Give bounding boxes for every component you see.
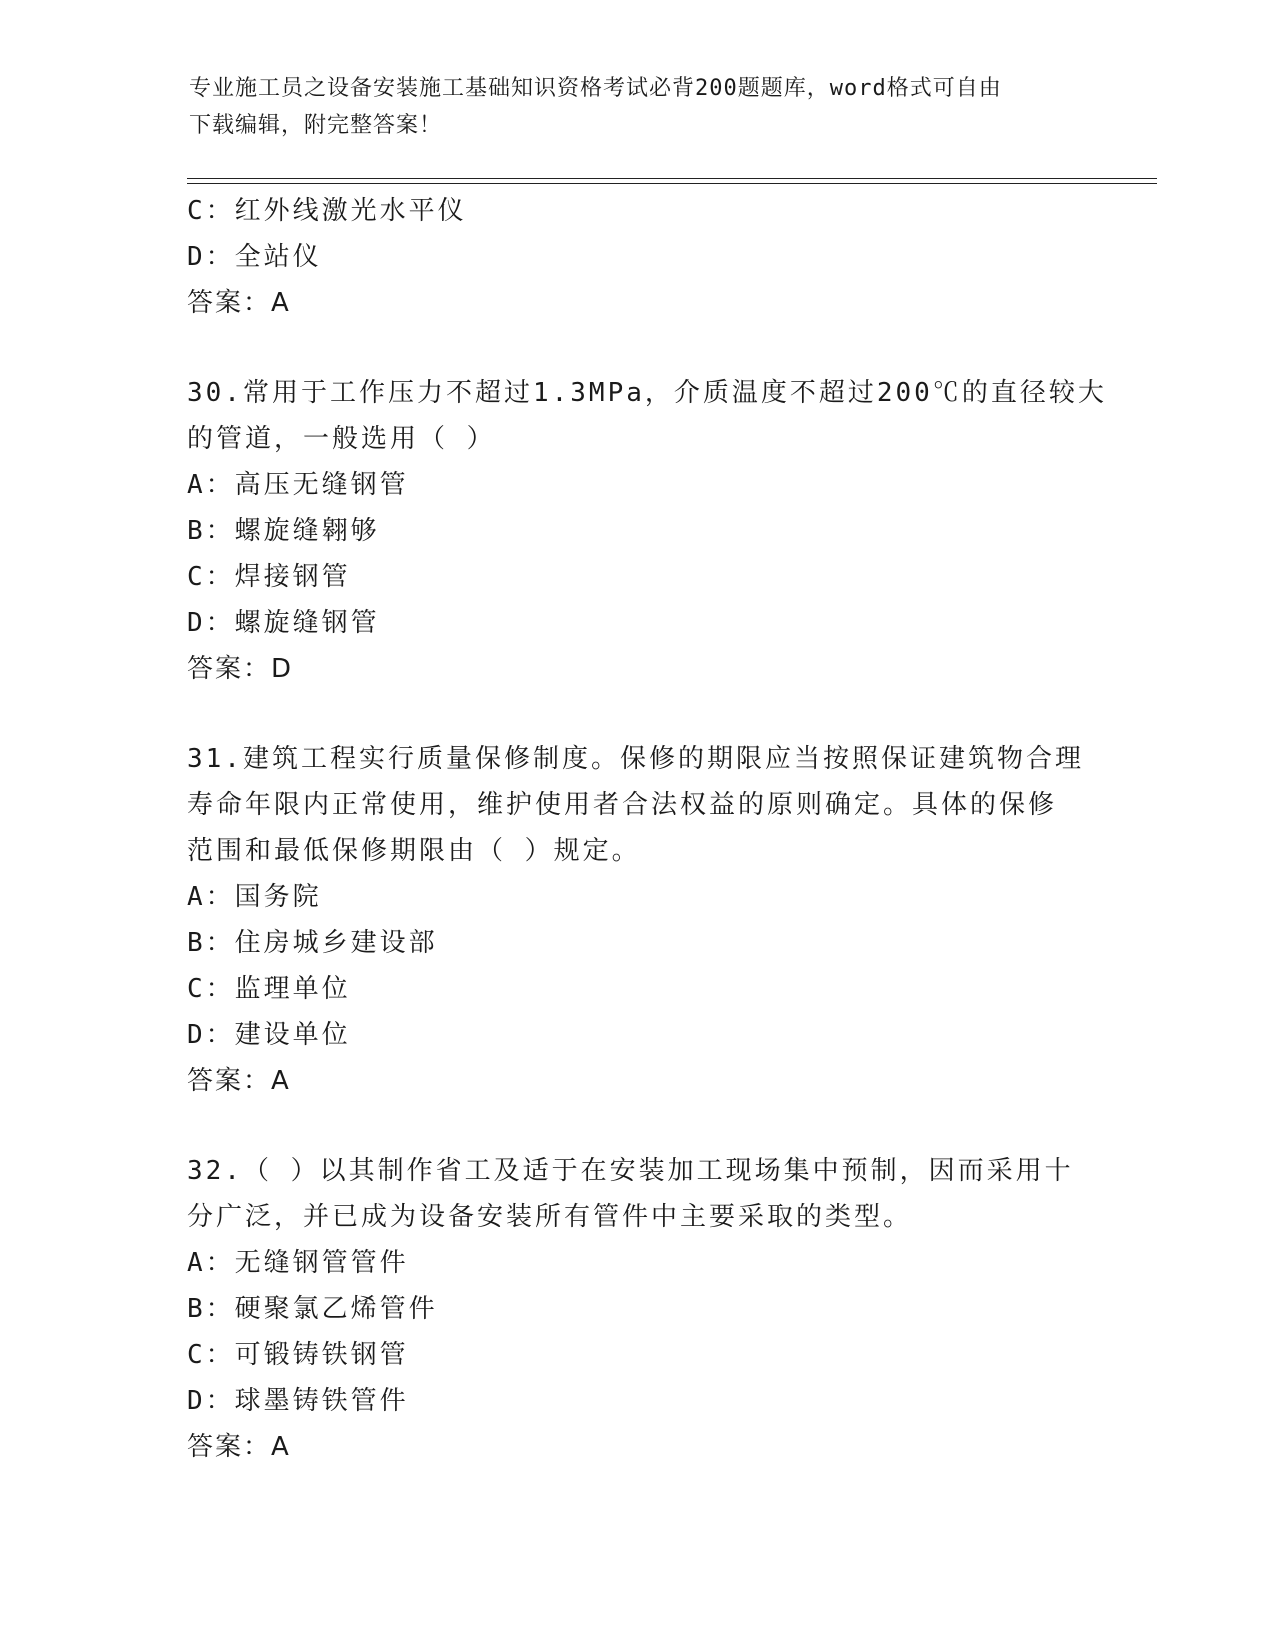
header-line-2: 下载编辑，附完整答案！ (189, 113, 443, 138)
option-a: A：无缝钢管管件 (187, 1248, 409, 1278)
question-stem-line: 32.（ ）以其制作省工及适于在安装加工现场集中预制，因而采用十 (187, 1156, 1074, 1186)
answer-label: 答案：A (187, 1066, 291, 1096)
answer-label: 答案：A (187, 288, 291, 318)
question-list (187, 188, 1107, 1470)
answer-label: 答案：D (187, 654, 294, 684)
option-d: D：建设单位 (187, 1020, 351, 1050)
question-stem-line: 分广泛，并已成为设备安装所有管件中主要采取的类型。 (187, 1202, 913, 1232)
question-stem-line: 30.常用于工作压力不超过1.3MPa，介质温度不超过200℃的直径较大 (187, 378, 1107, 408)
question-stem-line: 31.建筑工程实行质量保修制度。保修的期限应当按照保证建筑物合理 (187, 744, 1084, 774)
option-d: D：全站仪 (187, 242, 322, 272)
header-divider-bottom (187, 183, 1157, 184)
option-c: C：可锻铸铁钢管 (187, 1340, 409, 1370)
answer-label: 答案：A (187, 1432, 291, 1462)
option-c: C：红外线激光水平仪 (187, 196, 467, 226)
header-line-1: 专业施工员之设备安装施工基础知识资格考试必背200题题库，word格式可自由 (189, 76, 1002, 101)
option-c: C：监理单位 (187, 974, 351, 1004)
question-stem-line: 的管道，一般选用（ ） (187, 424, 496, 454)
question-stem-line: 寿命年限内正常使用，维护使用者合法权益的原则确定。具体的保修 (187, 790, 1058, 820)
header-divider-top (187, 178, 1157, 179)
question-stem-line: 范围和最低保修期限由（ ）规定。 (187, 836, 641, 866)
option-b: B：螺旋缝翱够 (187, 516, 380, 546)
option-d: D：螺旋缝钢管 (187, 608, 380, 638)
document-header (189, 70, 1069, 144)
option-a: A：高压无缝钢管 (187, 470, 409, 500)
option-d: D：球墨铸铁管件 (187, 1386, 409, 1416)
option-c: C：焊接钢管 (187, 562, 351, 592)
question-30 (187, 370, 1107, 692)
option-b: B：硬聚氯乙烯管件 (187, 1294, 438, 1324)
question-31 (187, 736, 1087, 1104)
option-a: A：国务院 (187, 882, 322, 912)
option-b: B：住房城乡建设部 (187, 928, 438, 958)
question-32 (187, 1148, 1087, 1470)
question-29-tail (187, 188, 1087, 326)
